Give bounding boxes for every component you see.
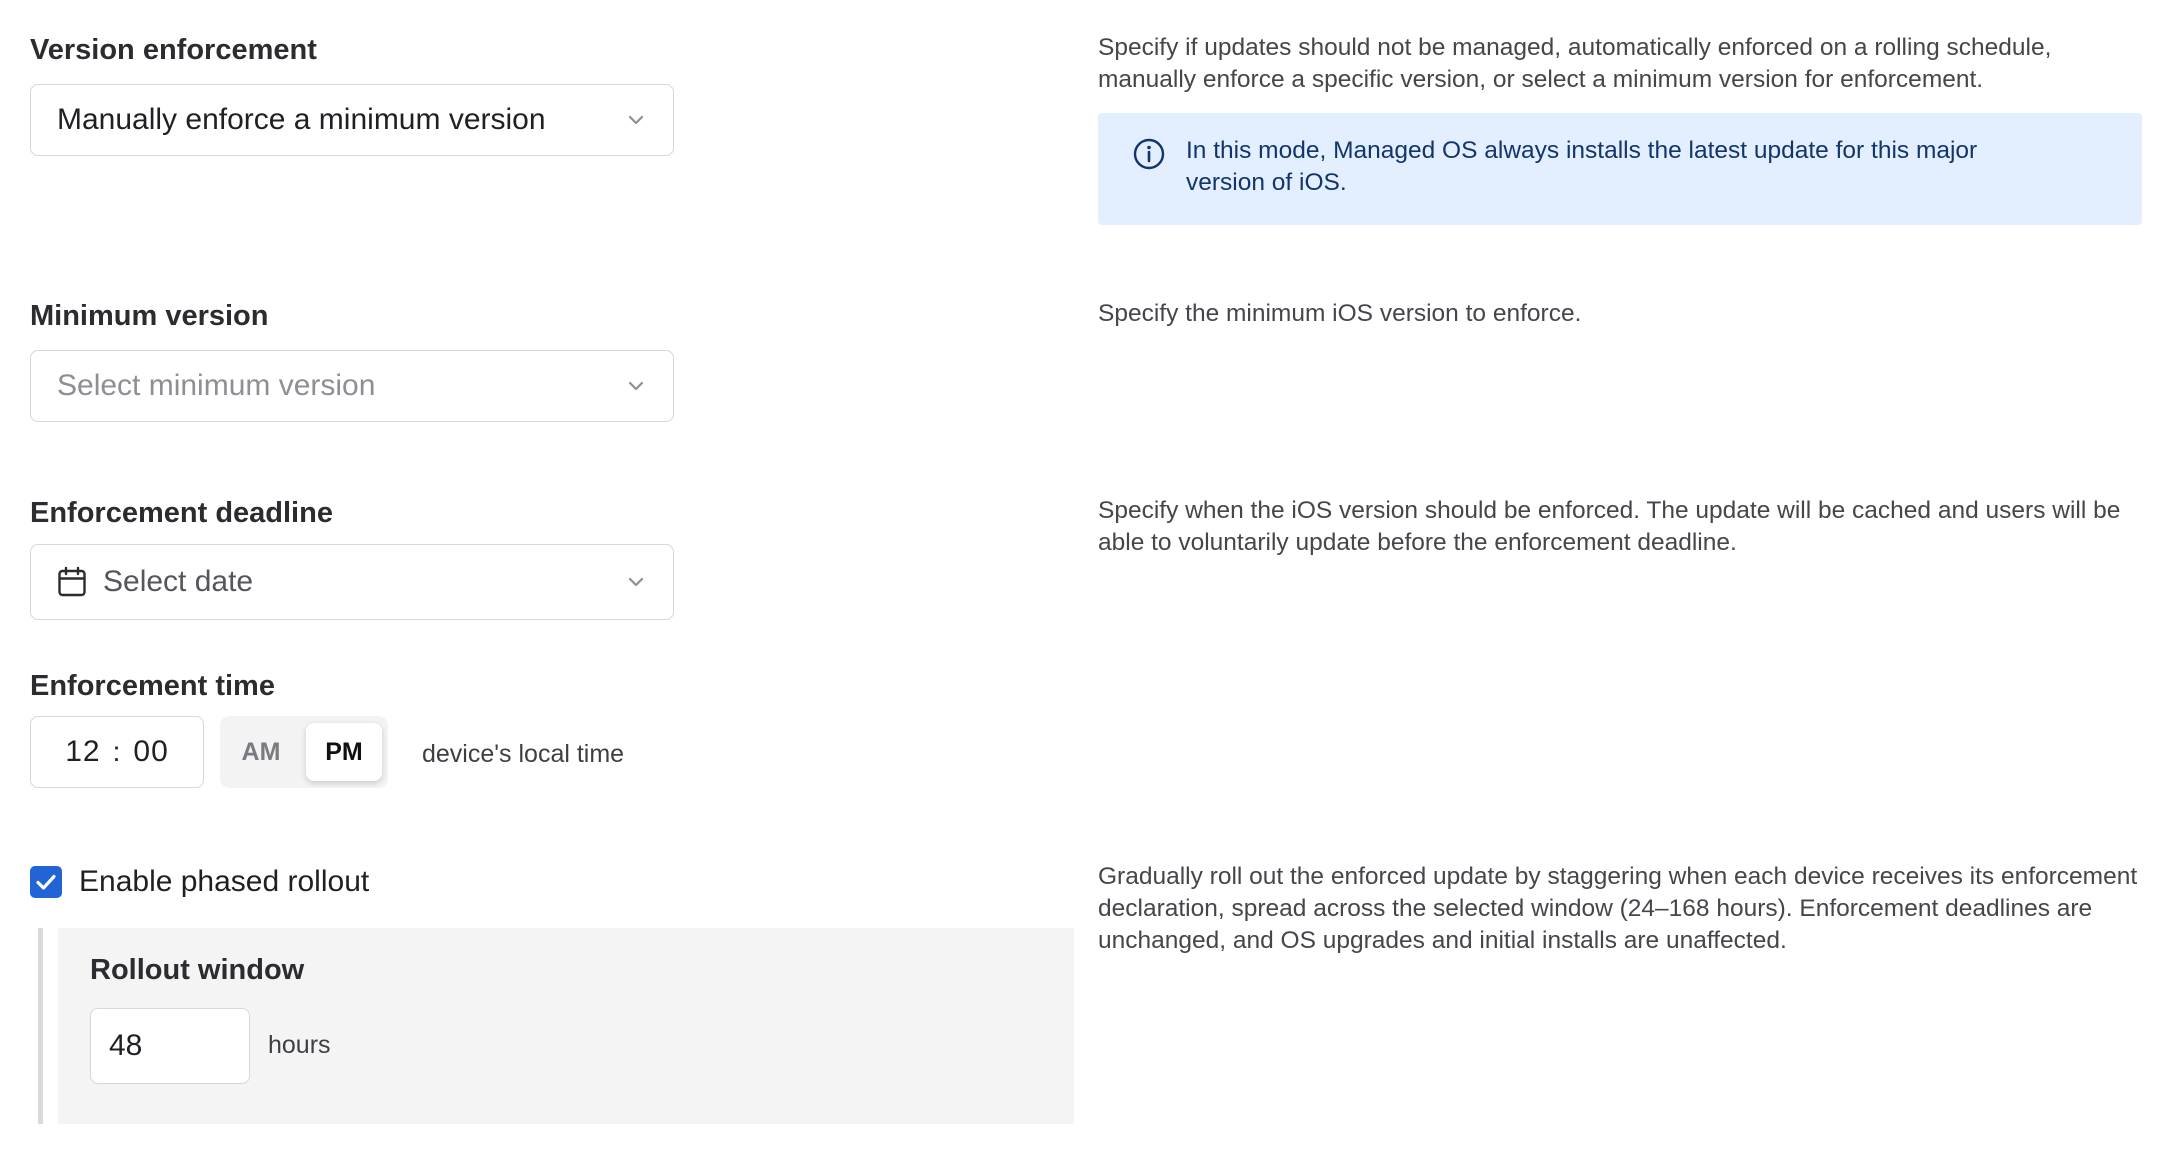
am-pm-toggle[interactable] <box>220 716 388 788</box>
pm-option[interactable]: PM <box>306 723 382 781</box>
chevron-down-icon <box>625 571 647 593</box>
info-circle-icon <box>1132 137 1166 180</box>
rollout-window-panel <box>58 928 1074 1124</box>
checkmark-icon <box>35 873 57 891</box>
time-separator: : <box>112 736 122 767</box>
rollout-panel-indent <box>38 928 43 1124</box>
chevron-down-icon <box>625 375 647 397</box>
phased-rollout-description: Gradually roll out the enforced update by staggering when each device receives its enforcement declaration, spread across the selected window (24–168 hours). Enforcement deadlines are unchanged, and OS upgrades and initial installs are unaffected. <box>1098 863 2138 954</box>
minimum-version-label: Minimum version <box>30 300 269 332</box>
time-hour[interactable]: 12 <box>65 735 101 768</box>
local-time-suffix: device's local time <box>422 740 625 768</box>
rollout-window-input[interactable]: 48 <box>90 1008 250 1084</box>
rollout-window-label: Rollout window <box>90 954 305 986</box>
version-enforcement-select[interactable] <box>30 84 674 156</box>
version-enforcement-selected-value: Manually enforce a minimum version <box>57 103 546 136</box>
enforcement-deadline-placeholder: Select date <box>103 565 254 598</box>
phased-rollout-checkbox[interactable] <box>30 866 62 898</box>
rollout-window-unit: hours <box>268 1031 331 1059</box>
am-option[interactable]: AM <box>241 737 281 766</box>
minimum-version-select[interactable] <box>30 350 674 422</box>
time-minute[interactable]: 00 <box>133 735 169 768</box>
version-enforcement-description: Specify if updates should not be managed, automatically enforced on a rolling schedule, manually enforce a specific version, or select a minimum version for enforcement. <box>1098 34 2052 93</box>
phased-rollout-label[interactable]: Enable phased rollout <box>79 865 370 898</box>
enforcement-time-input[interactable] <box>30 716 204 788</box>
chevron-down-icon <box>625 109 647 131</box>
enforcement-deadline-datepicker[interactable] <box>30 544 674 620</box>
minimum-version-description: Specify the minimum iOS version to enforce. <box>1098 300 1582 327</box>
info-banner-text: In this mode, Managed OS always installs the latest update for this major version of iOS. <box>1186 137 1978 196</box>
enforcement-deadline-label: Enforcement deadline <box>30 497 333 529</box>
enforcement-deadline-description: Specify when the iOS version should be enforced. The update will be cached and users will be able to voluntarily update before the enforcement deadline. <box>1098 497 2121 556</box>
minimum-version-placeholder: Select minimum version <box>57 369 376 402</box>
enforcement-time-label: Enforcement time <box>30 670 275 702</box>
calendar-icon <box>57 566 87 598</box>
info-banner <box>1098 113 2142 225</box>
version-enforcement-label: Version enforcement <box>30 34 317 66</box>
